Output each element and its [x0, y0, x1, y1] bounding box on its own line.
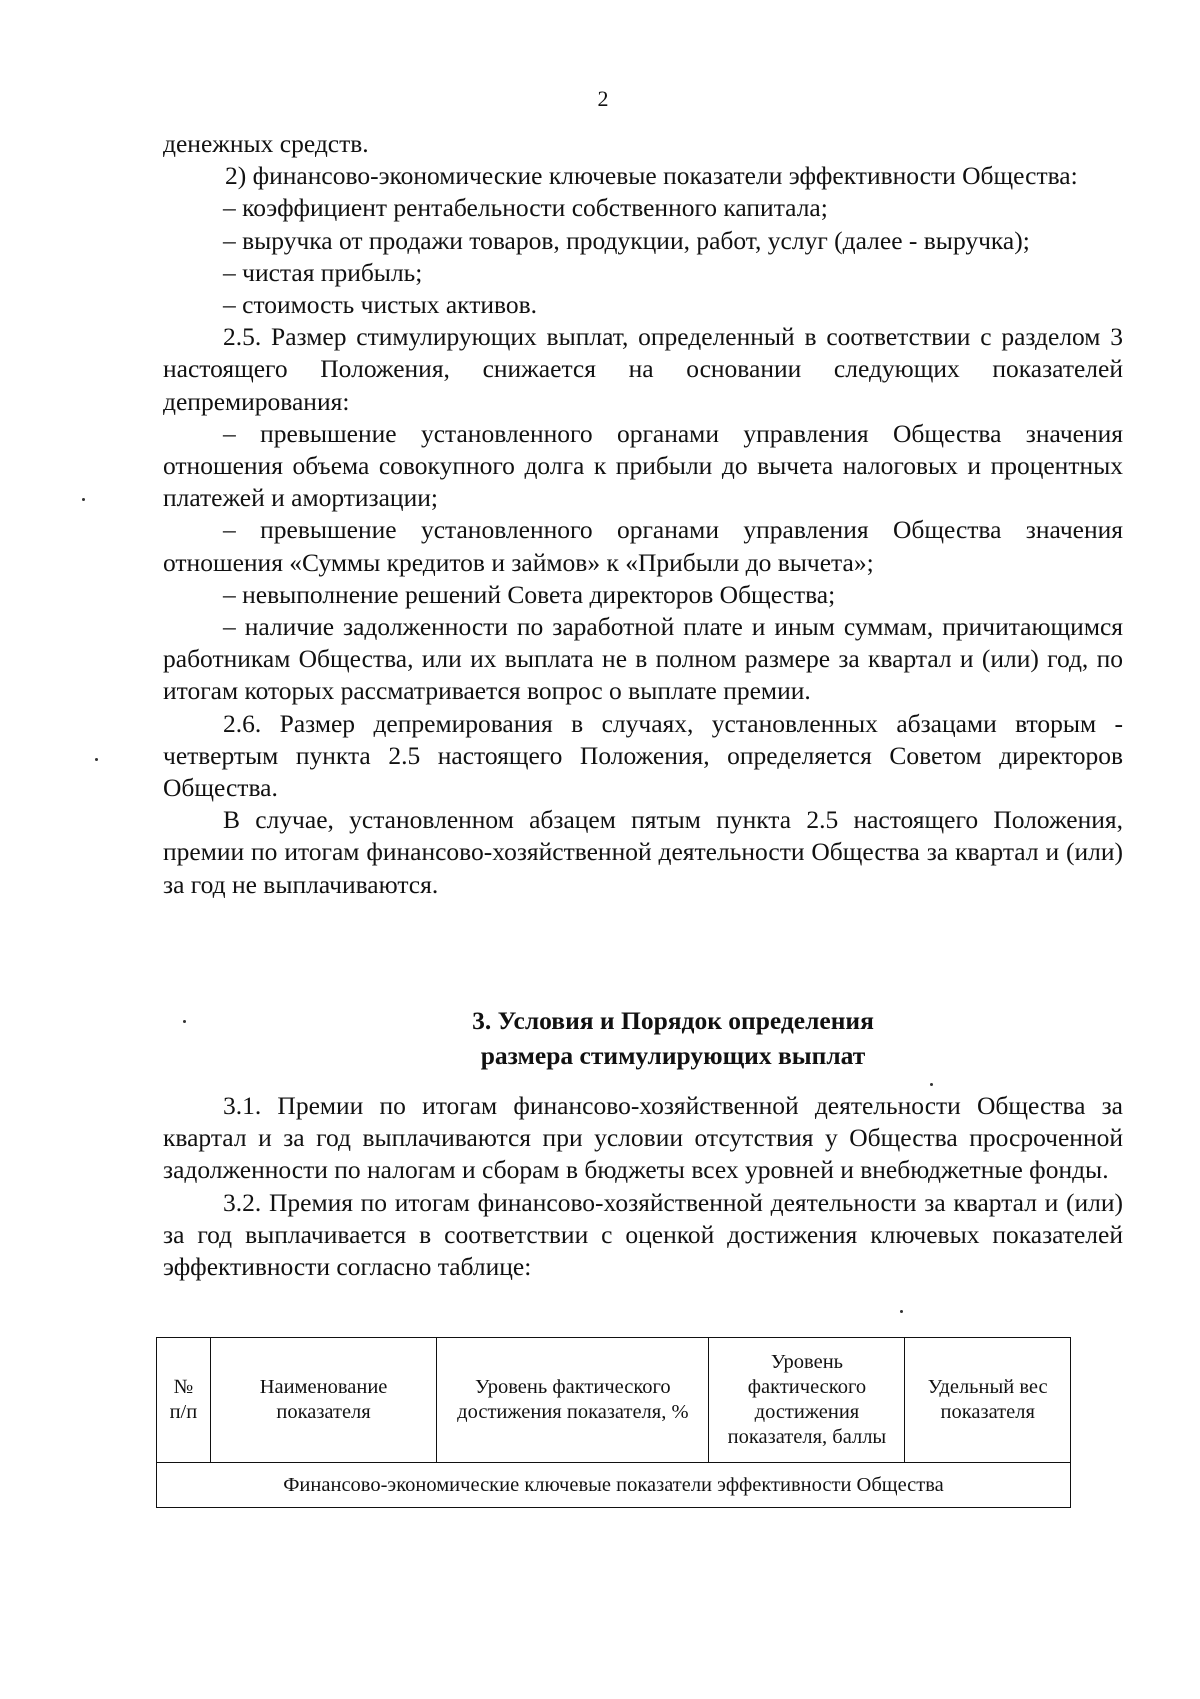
list-item: – невыполнение решений Совета директоров Общества;	[223, 579, 836, 609]
section-heading	[163, 1003, 1183, 1073]
list-item: – превышение установленного органами управления Общества значения отношения «Суммы кредитов и займов» к «Прибыли до вычета»;	[163, 515, 1123, 577]
section-heading-line: 3. Условия и Порядок определения	[472, 1006, 874, 1035]
list-item: – чистая прибыль;	[223, 257, 423, 287]
paragraph: 2) финансово-экономические ключевые показатели эффективности Общества:	[225, 161, 1078, 191]
table-header-cell: Наименование показателя	[210, 1338, 436, 1463]
list-item: – стоимость чистых активов.	[223, 290, 538, 320]
table-header-cell: № п/п	[157, 1338, 211, 1463]
kpi-table	[156, 1337, 1071, 1508]
page-number: 2	[597, 86, 609, 111]
scan-speck	[82, 498, 85, 501]
list-item: – превышение установленного органами управления Общества значения отношения объема совокупного долга к прибыли до вычета налоговых и процентных платежей и амортизации;	[163, 418, 1123, 513]
paragraph: денежных средств.	[163, 129, 369, 158]
body-text-bottom	[163, 1090, 1123, 1283]
table-section-row: Финансово-экономические ключевые показатели эффективности Общества	[157, 1463, 1071, 1508]
paragraph: 3.2. Премия по итогам финансово-хозяйственной деятельности за квартал и (или) за год выплачивается в соответствии с оценкой достижения ключевых показателей эффективности согласно таблице:	[163, 1187, 1123, 1282]
table-header-cell: Уровень фактического достижения показателя, %	[437, 1338, 709, 1463]
list-item: – наличие задолженности по заработной плате и иным суммам, причитающимся работникам Общества, или их выплата не в полном размере за квартал и (или) год, по итогам которых рассматривается вопрос о выплате премии.	[163, 612, 1123, 706]
body-text-top	[163, 128, 1123, 901]
section-heading-line: размера стимулирующих выплат	[480, 1041, 866, 1070]
scan-speck	[930, 1083, 933, 1086]
paragraph: 2.5. Размер стимулирующих выплат, определенный в соответствии с разделом 3 настоящего Положения, снижается на основании следующих показателей депремирования:	[163, 322, 1123, 416]
paragraph: 3.1. Премии по итогам финансово-хозяйственной деятельности Общества за квартал и за год выплачиваются при условии отсутствия у Общества просроченной задолженности по налогам и сборам в бюджеты всех уровней и внебюджетные фонды.	[163, 1091, 1123, 1185]
table-header-cell: Уровень фактического достижения показателя, баллы	[709, 1338, 905, 1463]
list-item: – коэффициент рентабельности собственного капитала;	[223, 193, 828, 223]
table-header-cell: Удельный вес показателя	[905, 1338, 1071, 1463]
table-row	[157, 1463, 1071, 1508]
list-item: – выручка от продажи товаров, продукции, работ, услуг (далее - выручка);	[223, 225, 1030, 255]
paragraph: 2.6. Размер депремирования в случаях, установленных абзацами вторым - четвертым пункта 2.5 настоящего Положения, определяется Советом директоров Общества.	[163, 708, 1123, 803]
scan-speck	[900, 1310, 903, 1313]
scan-speck	[95, 758, 98, 761]
paragraph: В случае, установленном абзацем пятым пункта 2.5 настоящего Положения, премии по итогам финансово-хозяйственной деятельности Общества за квартал и (или) за год не выплачиваются.	[163, 805, 1123, 899]
scan-speck	[183, 1020, 186, 1023]
table-header-row	[157, 1338, 1071, 1463]
